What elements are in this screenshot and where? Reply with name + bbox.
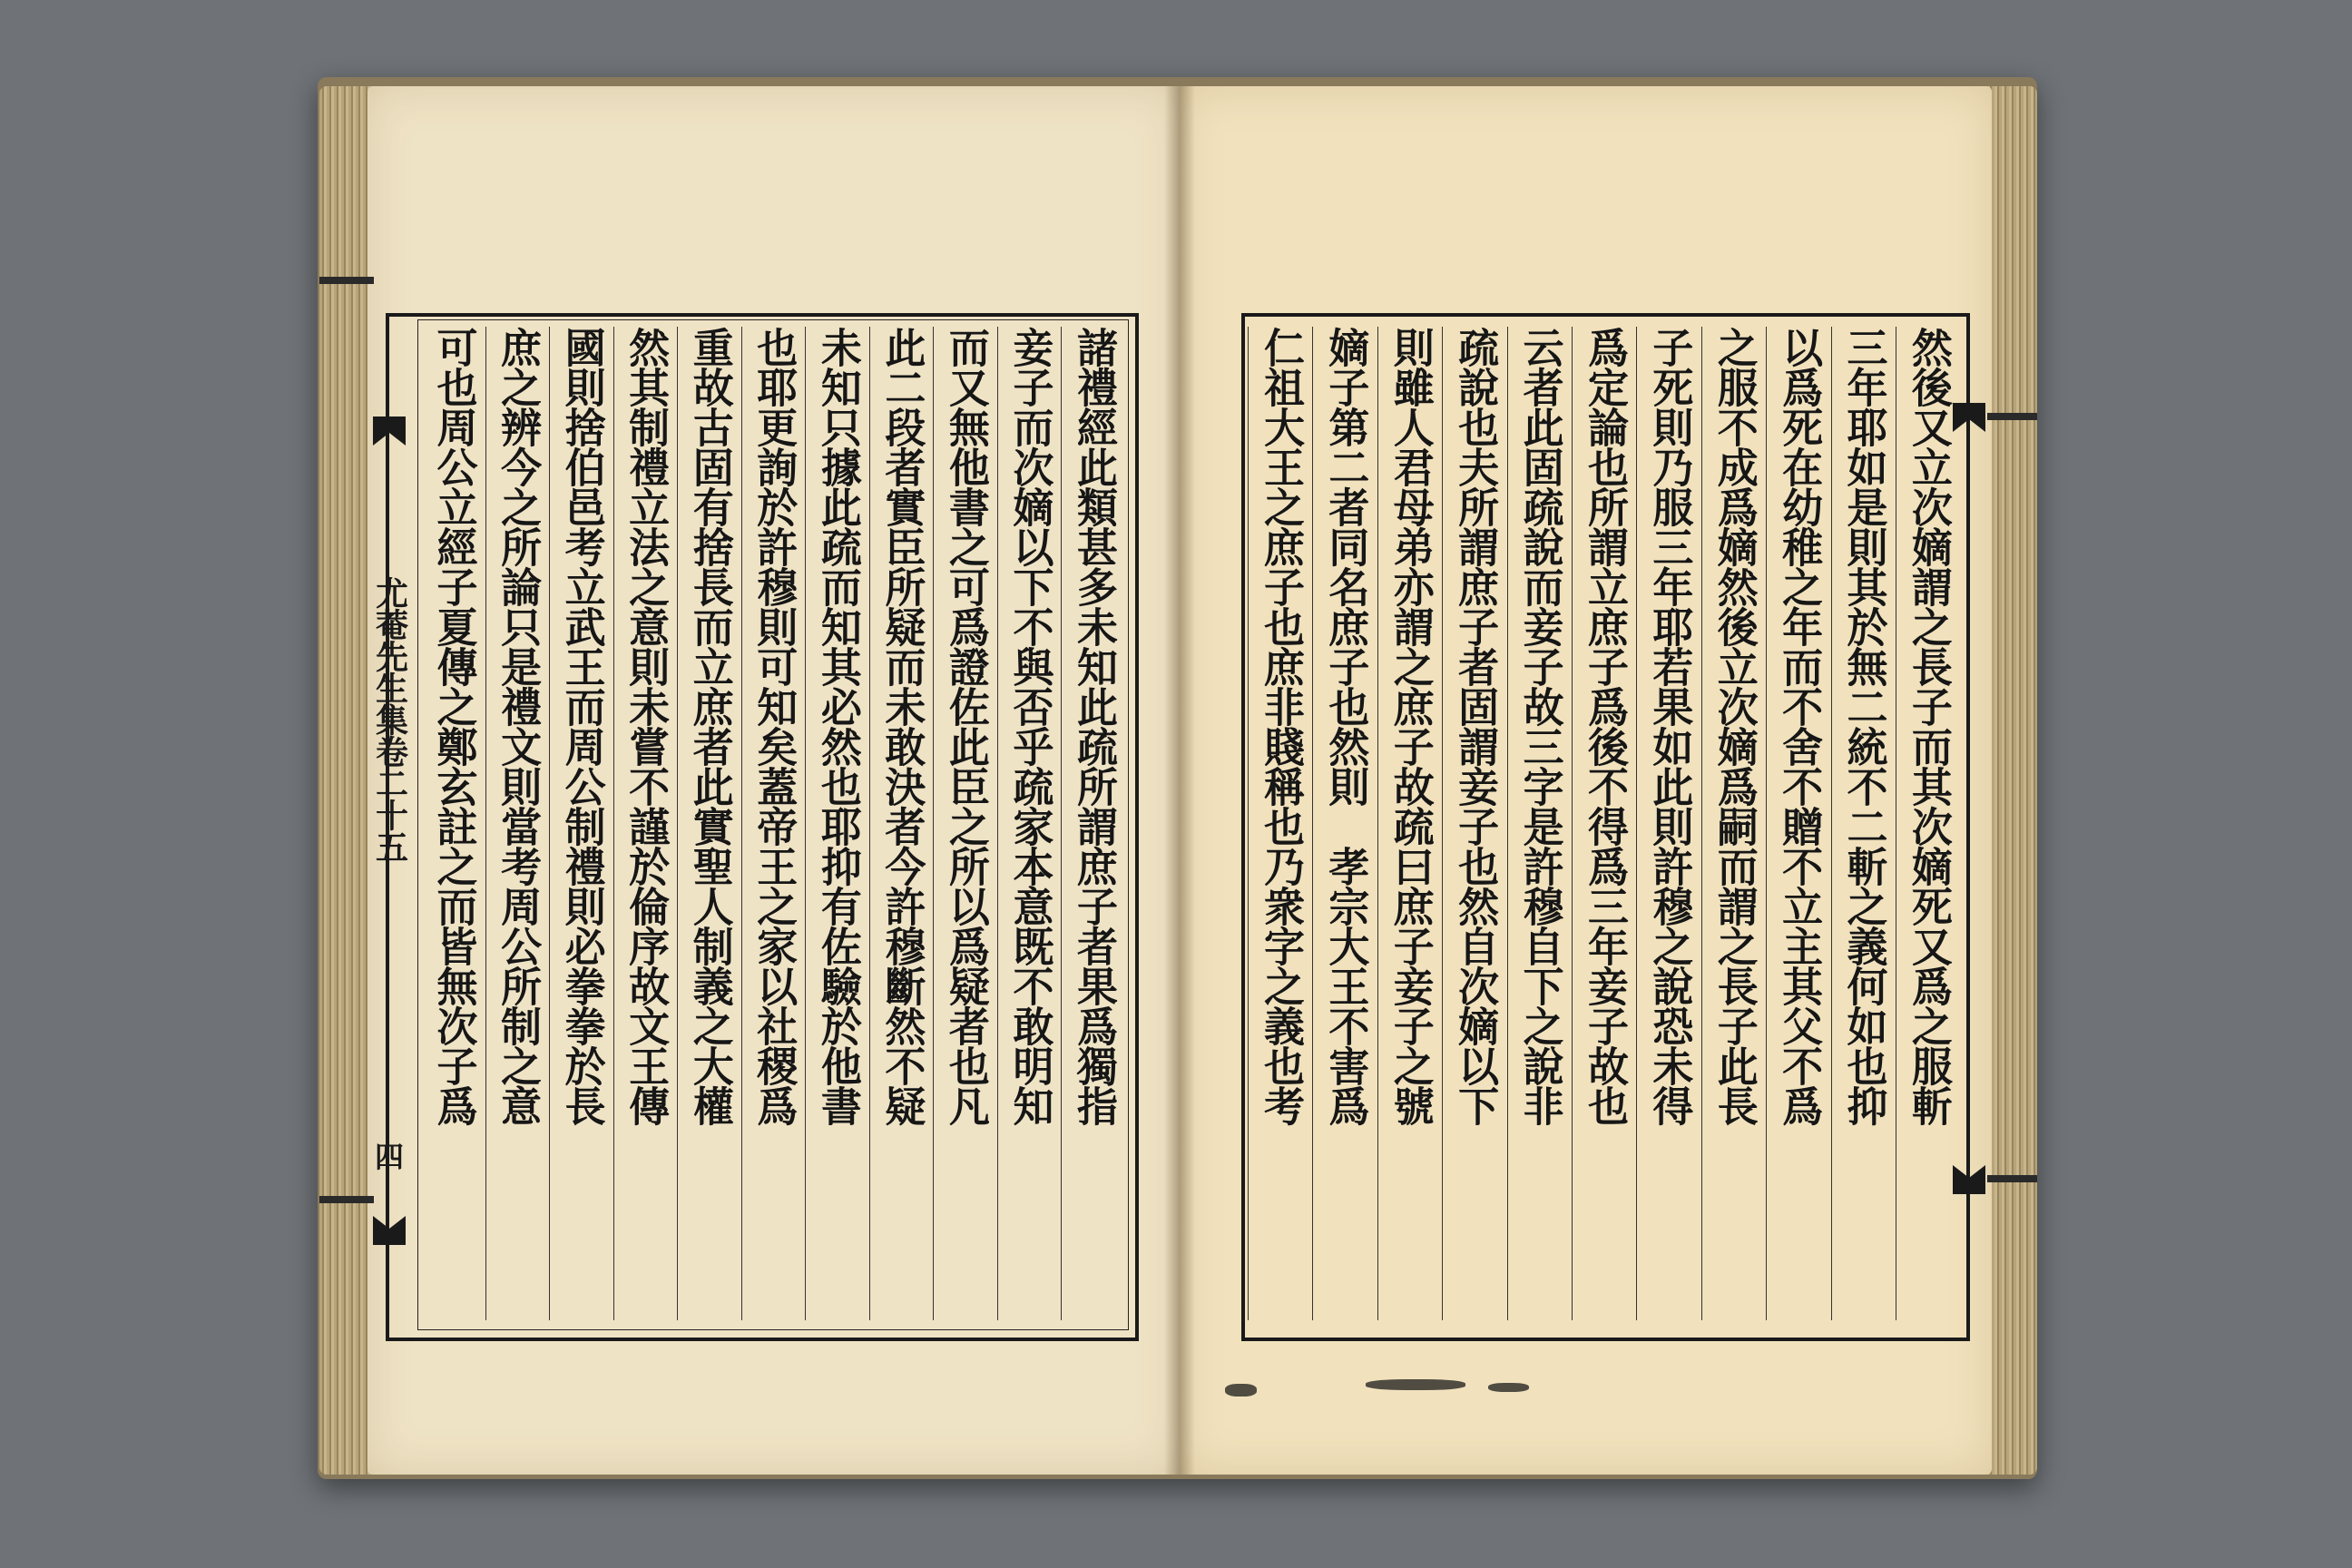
left-text-columns [422, 327, 1125, 1320]
binding-thread-bottom-right [1987, 1175, 2037, 1182]
book-gutter [1164, 86, 1195, 1475]
text-column: 仁祖大王之庶子也庶非賤稱也乃衆字之義也考 [1248, 327, 1312, 1320]
fishtail-top-icon [371, 413, 407, 449]
text-column: 則雖人君母弟亦謂之庶子故疏曰庶子妾子之號 [1377, 327, 1442, 1320]
text-column: 疏說也夫所謂庶子者固謂妾子也然自次嫡以下 [1442, 327, 1506, 1320]
right-text-columns [1248, 327, 1960, 1320]
text-column: 諸禮經此類甚多未知此疏所謂庶子者果爲獨指 [1061, 327, 1125, 1320]
text-column: 云者此固疏說而妾子故三字是許穆自下之說非 [1507, 327, 1572, 1320]
text-column: 子死則乃服三年耶若果如此則許穆之說恐未得 [1636, 327, 1700, 1320]
text-column: 國則捨伯邑考立武王而周公制禮則必拳拳於長 [549, 327, 613, 1320]
page-number: 四 [374, 1140, 404, 1174]
text-column: 重故古固有捨長而立庶者此實聖人制義之大權 [677, 327, 741, 1320]
center-strip [363, 327, 416, 1320]
text-column: 嫡子第二者同名庶子也然則 孝宗大王不害爲 [1312, 327, 1377, 1320]
text-column: 然後又立次嫡謂之長子而其次嫡死又爲之服斬 [1896, 327, 1960, 1320]
text-column: 妾子而次嫡以下不與否乎疏家本意既不敢明知 [997, 327, 1062, 1320]
text-column: 爲定論也所謂立庶子爲後不得爲三年妾子故也 [1572, 327, 1636, 1320]
text-column: 此二段者實臣所疑而未敢決者今許穆斷然不疑 [869, 327, 934, 1320]
text-column: 而又無他書之可爲證佐此臣之所以爲疑者也凡 [933, 327, 997, 1320]
text-column: 之服不成爲嫡然後立次嫡爲嗣而謂之長子此長 [1701, 327, 1766, 1320]
text-column: 三年耶如是則其於無二統不二斬之義何如也抑 [1831, 327, 1896, 1320]
text-column: 未知只據此疏而知其必然也耶抑有佐驗於他書 [805, 327, 869, 1320]
binding-thread-top-left [319, 277, 374, 284]
center-title: 尤菴先生集卷二十五 [370, 576, 408, 862]
ink-smudge [1488, 1383, 1529, 1392]
text-column: 庶之辨今之所論只是禮文則當考周公所制之意 [485, 327, 550, 1320]
fishtail-bottom-icon [371, 1212, 407, 1249]
text-column: 然其制禮立法之意則未嘗不謹於倫序故文王傳 [613, 327, 678, 1320]
text-column: 也耶更詢於許穆則可知矣蓋帝王之家以社稷爲 [741, 327, 806, 1320]
ink-smudge [1366, 1379, 1465, 1390]
text-column: 可也周公立經子夏傳之鄭玄註之而皆無次子爲 [429, 327, 478, 1125]
binding-thread-top-right [1987, 413, 2037, 420]
ink-smudge [1225, 1384, 1257, 1396]
page-edges-right [1987, 86, 2037, 1475]
text-column: 以爲死在幼稚之年而不舍不贈不立主其父不爲 [1766, 327, 1830, 1320]
